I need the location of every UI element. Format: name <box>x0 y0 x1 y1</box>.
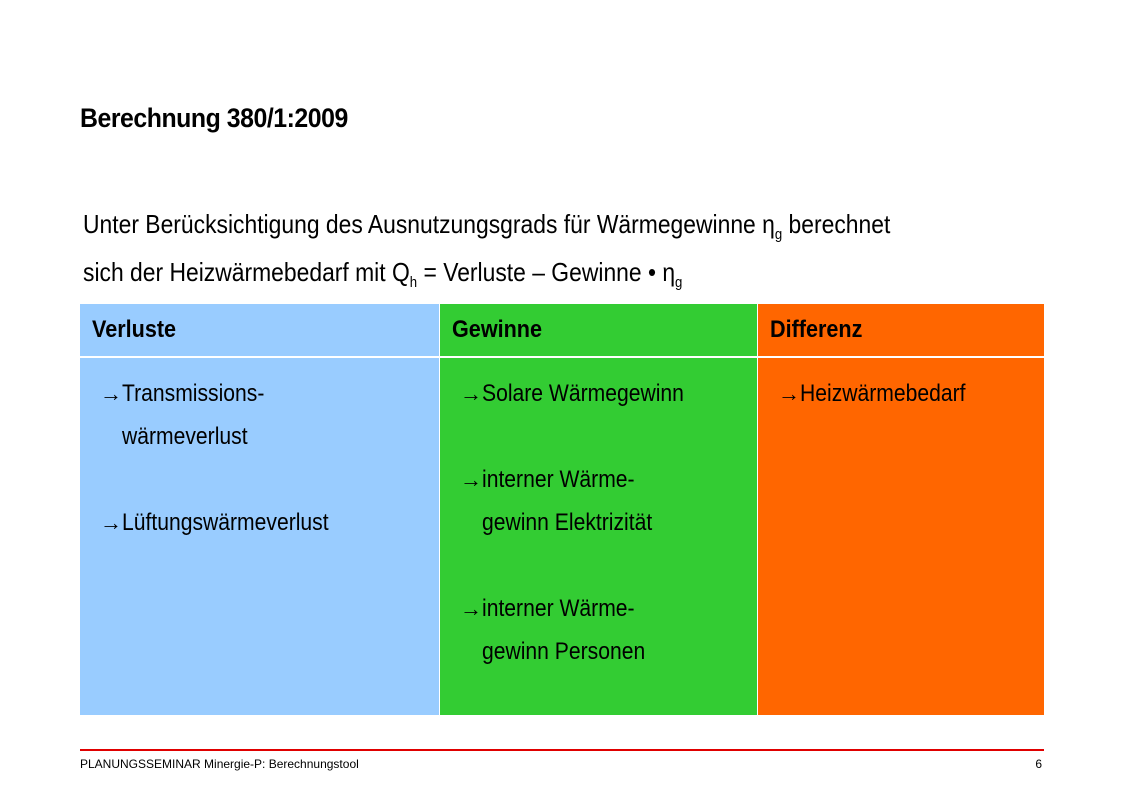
list-item: → Transmissions- wärmeverlust <box>80 372 439 458</box>
arrow-right-icon: → <box>460 467 482 492</box>
list-item: → interner Wärme- gewinn Personen <box>440 587 757 673</box>
footer-divider <box>80 749 1044 751</box>
arrow-right-icon: → <box>460 596 482 621</box>
column-verluste <box>80 304 440 715</box>
list-item: → Heizwärmebedarf <box>758 372 1044 415</box>
slide-title: Berechnung 380/1:2009 <box>80 103 348 133</box>
column-differenz <box>758 304 1044 715</box>
intro-line-2: sich der Heizwärmebedarf mit $Q_h$ = Verluste – Gewinne • $\eta_g$ <box>83 257 683 291</box>
column-items-verluste <box>80 358 439 544</box>
arrow-right-icon: → <box>460 381 482 406</box>
intro-text <box>83 200 890 296</box>
list-item: → interner Wärme- gewinn Elektrizität <box>440 458 757 544</box>
page-number: 6 <box>1035 757 1042 771</box>
arrow-right-icon: → <box>778 381 800 406</box>
column-items-gewinne <box>440 358 757 673</box>
arrow-right-icon: → <box>100 381 122 406</box>
column-header-gewinne: Gewinne <box>440 304 757 358</box>
arrow-right-icon: → <box>100 510 122 535</box>
intro-line-1: Unter Berücksichtigung des Ausnutzungsgrads für Wärmegewinne $\eta_g$ berechnet <box>83 209 891 243</box>
list-item: → Solare Wärmegewinn <box>440 372 757 415</box>
column-items-differenz <box>758 358 1044 415</box>
footer-text: PLANUNGSSEMINAR Minergie-P: Berechnungstool <box>80 757 359 771</box>
list-item: → Lüftungswärmeverlust <box>80 501 439 544</box>
column-header-verluste: Verluste <box>80 304 439 358</box>
column-gewinne <box>440 304 758 715</box>
energy-balance-table <box>80 304 1044 715</box>
column-header-differenz: Differenz <box>758 304 1044 358</box>
